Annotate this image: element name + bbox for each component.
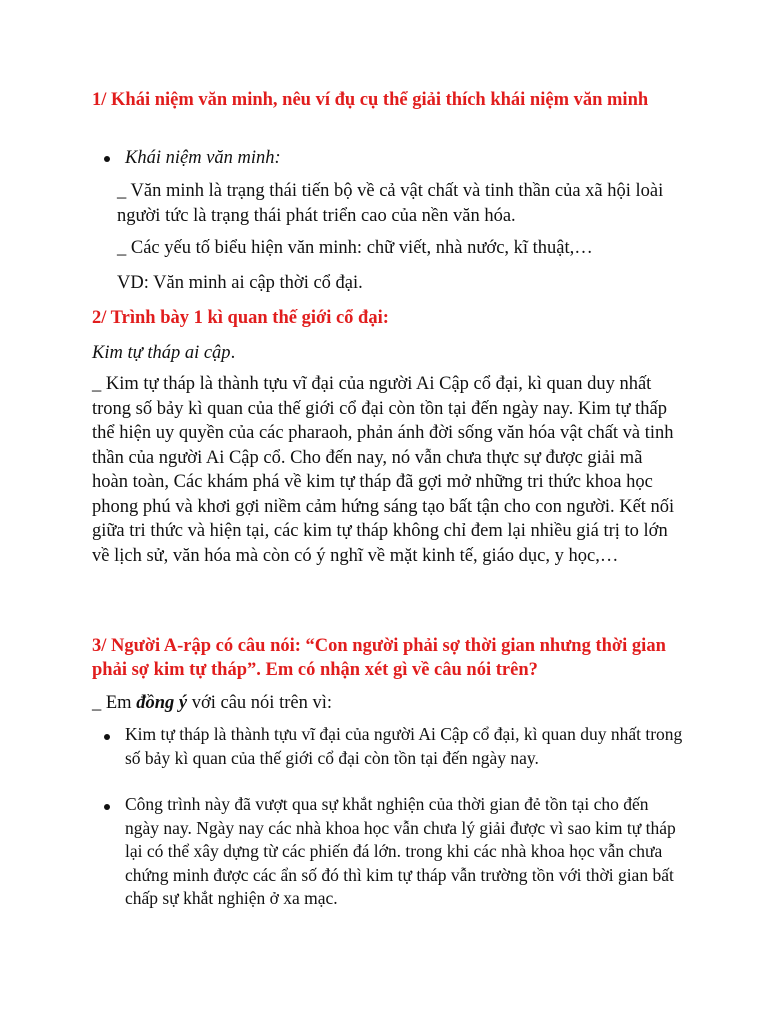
- section2-body: _ Kim tự tháp là thành tựu vĩ đại của người Ai Cập cổ đại, kì quan duy nhất trong số bảy kì quan của thế giới cổ đại còn tồn tại đến ngày nay. Kim tự thấp thể hiện uy quyền của các pharaoh, phản ánh đời sống văn hóa vật chất và tinh thần của người Ai Cập cổ. Cho đến nay, nó vẫn chưa thực sự được giải mã hoàn toàn, Các khám phá về kim tự tháp đã gợi mở những tri thức khoa học phong phú và khơi gợi niềm cảm hứng sáng tạo bất tận cho con người. Kết nối giữa tri thức và hiện tại, các kim tự tháp không chỉ đem lại nhiều giá trị to lớn về lịch sử, văn hóa mà còn có ý nghĩ về mặt kinh tế, giáo dục, y học,…: [92, 374, 675, 566]
- bullet-dot-icon: [104, 804, 110, 810]
- section1-para3: VD: Văn minh ai cập thời cổ đại.: [117, 273, 363, 293]
- section3-intro: [92, 691, 692, 716]
- bullet-dot-icon: [104, 156, 110, 162]
- section2-subtitle-end: .: [230, 343, 236, 363]
- section1-bullet-label: Khái niệm văn minh:: [125, 148, 281, 168]
- section3-bullet-1: Kim tự tháp là thành tựu vĩ đại của người Ai Cập cổ đại, kì quan duy nhất trong số bảy kì quan của thế giới cổ đại còn tồn tại đến ngày nay.: [125, 724, 683, 768]
- section2-subtitle-line: [92, 341, 692, 366]
- section1-para1: _ Văn minh là trạng thái tiến bộ về cả vật chất và tinh thần của xã hội loài người tức là trạng thái phát triển cao của nền văn hóa.: [117, 181, 664, 226]
- section3-intro-suffix: với câu nói trên vì:: [187, 693, 332, 713]
- section3-bullet-2: Công trình này đã vượt qua sự khắt nghiện của thời gian đẻ tồn tại cho đến ngày nay. Ngày nay các nhà khoa học vẫn chưa lý giải được vì sao kim tự tháp lại có thể xây dựng từ các phiến đá lớn. trong khi các nhà khoa học vẫn chưa chứng minh được các ẩn số đó thì kim tự tháp vẫn trường tồn với thời gian bất chấp sự khắt nghiện ở xa mạc.: [125, 794, 676, 908]
- section2-subtitle: Kim tự tháp ai cập: [92, 343, 231, 363]
- section3-intro-emph: đồng ý: [136, 693, 188, 713]
- section1-heading: 1/ Khái niệm văn minh, nêu ví đụ cụ thể giải thích khái niệm văn minh: [92, 90, 649, 110]
- section1-para2: _ Các yếu tố biểu hiện văn minh: chữ viết, nhà nước, kĩ thuật,…: [117, 238, 593, 258]
- bullet-dot-icon: [104, 734, 110, 740]
- section3-intro-prefix: _ Em: [92, 693, 137, 713]
- section3-heading: 3/ Người A-rập có câu nói: “Con người phải sợ thời gian nhưng thời gian phải sợ kim tự tháp”. Em có nhận xét gì về câu nói trên?: [92, 636, 666, 680]
- section2-heading: 2/ Trình bày 1 kì quan thế giới cổ đại:: [92, 308, 389, 328]
